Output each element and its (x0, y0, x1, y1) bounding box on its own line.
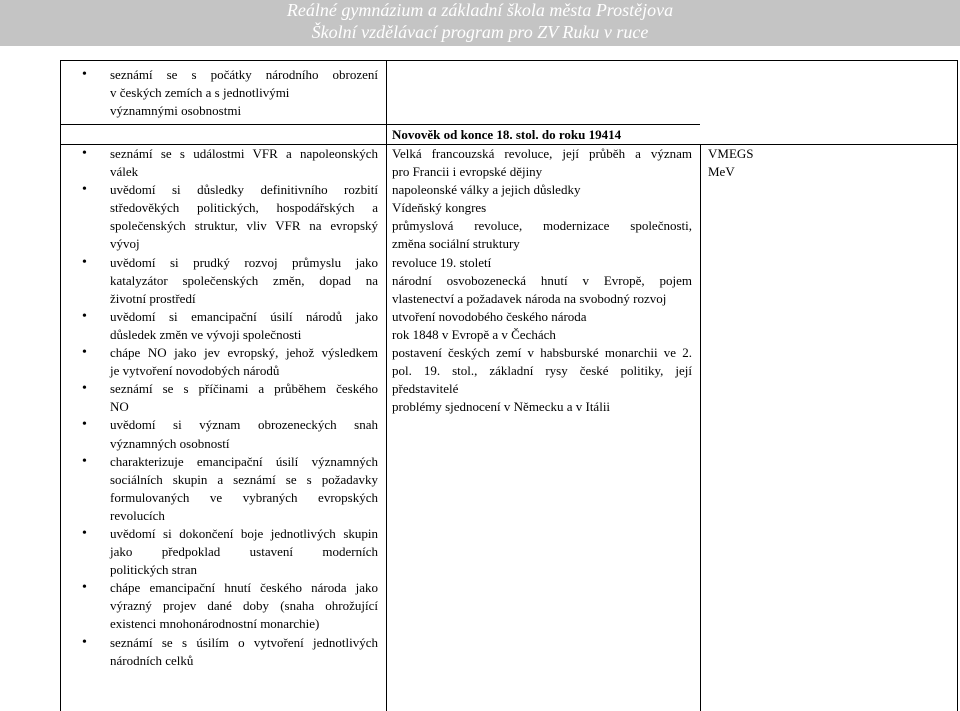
bullet-icon: • (82, 182, 87, 198)
bullet-icon: • (82, 417, 87, 433)
outcome-item (82, 453, 378, 525)
bullet-icon: • (82, 381, 87, 397)
outcome-line: jako předpoklad ustavení moderních (110, 544, 378, 560)
bullet-icon: • (82, 308, 87, 324)
outcome-line: výrazný projev dané doby (snaha ohrožující (110, 598, 378, 614)
content-item (392, 308, 692, 326)
outcome-line: společenských struktur, vliv VFR na evropský (110, 218, 378, 234)
bullet-icon: • (82, 345, 87, 361)
content-item (392, 145, 692, 181)
content-line: problémy sjednocení v Německu a v Itálii (392, 399, 611, 415)
content-line: vlastenectví a požadavek národa na svobodný rozvoj (392, 290, 667, 306)
bullet-icon: • (82, 453, 87, 469)
school-name: Reálné gymnázium a základní škola města Prostějova (286, 0, 674, 20)
outcome-line: chápe emancipační hnutí českého národa jako (110, 580, 378, 596)
content-line: rok 1848 v Evropě a v Čechách (392, 326, 556, 342)
outcome-line: revolucích (110, 507, 165, 523)
outcomes-list (82, 145, 378, 670)
outcome-line: významných osobností (110, 435, 230, 451)
outcome-item (82, 634, 378, 670)
content-item (392, 272, 692, 308)
content-line: postavení českých zemí v habsburské monarchii ve 2. (392, 345, 692, 361)
outcome-item (82, 254, 378, 308)
outcome-line: uvědomí si emancipační úsilí národů jako (110, 308, 378, 324)
program-name: Školní vzdělávací program pro ZV Ruku v ruce (311, 22, 649, 42)
outcome-item (82, 416, 378, 452)
outcome-line: formulovaných ve vybraných evropských (110, 489, 378, 505)
content-line: utvoření novodobého českého národa (392, 308, 587, 324)
outcome-line: katalyzátor společenských změn, dopad na (110, 272, 378, 288)
bullet-icon: • (82, 634, 87, 650)
outcome-line: uvědomí si prudký rozvoj průmyslu jako (110, 254, 378, 270)
content-line: pro Francii i evropské dějiny (392, 164, 543, 180)
bullet-icon: • (82, 67, 87, 82)
outcome-item (82, 181, 378, 253)
content-line: představitelé (392, 381, 459, 397)
content-line: pol. 19. stol., základní rysy české politiky, její (392, 363, 692, 379)
column-divider-2 (700, 144, 701, 711)
content-line: průmyslová revoluce, modernizace společnosti, (392, 218, 692, 234)
outcome-line: seznámí se s událostmi VFR a napoleonských (110, 146, 378, 161)
outcome-line: chápe NO jako jev evropský, jehož výsledkem (110, 345, 378, 361)
outcome-item (82, 344, 378, 380)
bullet-icon: • (82, 580, 87, 596)
outcome-item (82, 380, 378, 416)
outcome-item (82, 579, 378, 633)
outcome-line: NO (110, 399, 129, 415)
content-item (392, 199, 692, 217)
content-list (392, 145, 692, 416)
outcome-line: vývoj (110, 236, 140, 252)
outcome-line: politických stran (110, 562, 198, 578)
outcome-line: středověkých politických, hospodářských a (110, 200, 378, 216)
outcome-line: seznámí se s úsilím o vytvoření jednotlivých (110, 634, 378, 650)
content-line: Vídeňský kongres (392, 200, 487, 216)
outcome-line: uvědomí si důsledky definitivního rozbití (110, 182, 378, 198)
outcome-item (82, 308, 378, 344)
bullet-icon: • (82, 254, 87, 270)
outcomes-column (82, 66, 378, 120)
content-item (392, 398, 692, 416)
outcome-line: je vytvoření novodobých národů (110, 363, 280, 379)
outcome-line: životní prostředí (110, 290, 196, 306)
outcome-line: existenci mnohonárodnostní monarchie) (110, 616, 320, 632)
content-line: národní osvobozenecká hnutí v Evropě, pojem (392, 272, 692, 288)
content-item (392, 181, 692, 199)
topic-title: Novověk od konce 18. stol. do roku 19414 (392, 127, 622, 142)
row-divider-1 (60, 124, 700, 125)
bullet-icon: • (82, 525, 87, 541)
outcome-line: uvědomí si dokončení boje jednotlivých skupin (110, 525, 378, 541)
theme-code: VMEGS (708, 146, 754, 161)
content-line: napoleonské války a jejich důsledky (392, 182, 581, 198)
outcome-line: uvědomí si význam obrozeneckých snah (110, 417, 378, 433)
content-item (392, 326, 692, 344)
content-item (392, 254, 692, 272)
bullet-icon: • (82, 146, 87, 161)
outcome-item (82, 145, 378, 181)
crosscurricular-themes (708, 145, 754, 181)
content-line: změna sociální struktury (392, 236, 520, 252)
content-line: revoluce 19. století (392, 254, 492, 270)
outcome-line: seznámí se s příčinami a průběhem českého (110, 381, 378, 397)
outcome-line: sociálních skupin a seznámí se s požadavky (110, 471, 378, 487)
outcome-line: válek (110, 164, 139, 180)
content-line: Velká francouzská revoluce, její průběh a význam (392, 146, 692, 161)
outcome-line: národních celků (110, 652, 194, 668)
school-header (0, 0, 960, 46)
outcome-item: • seznámí se s počátky národního obrození v českých zemích a s jednotlivými významnými osobnostmi (82, 67, 378, 119)
content-item (392, 217, 692, 253)
column-divider-1 (386, 60, 387, 711)
content-item (392, 344, 692, 398)
outcome-line: důsledek změn ve vývoji společnosti (110, 326, 302, 342)
theme-code: MeV (708, 164, 735, 179)
outcome-line: charakterizuje emancipační úsilí významných (110, 453, 378, 469)
outcome-item (82, 525, 378, 579)
